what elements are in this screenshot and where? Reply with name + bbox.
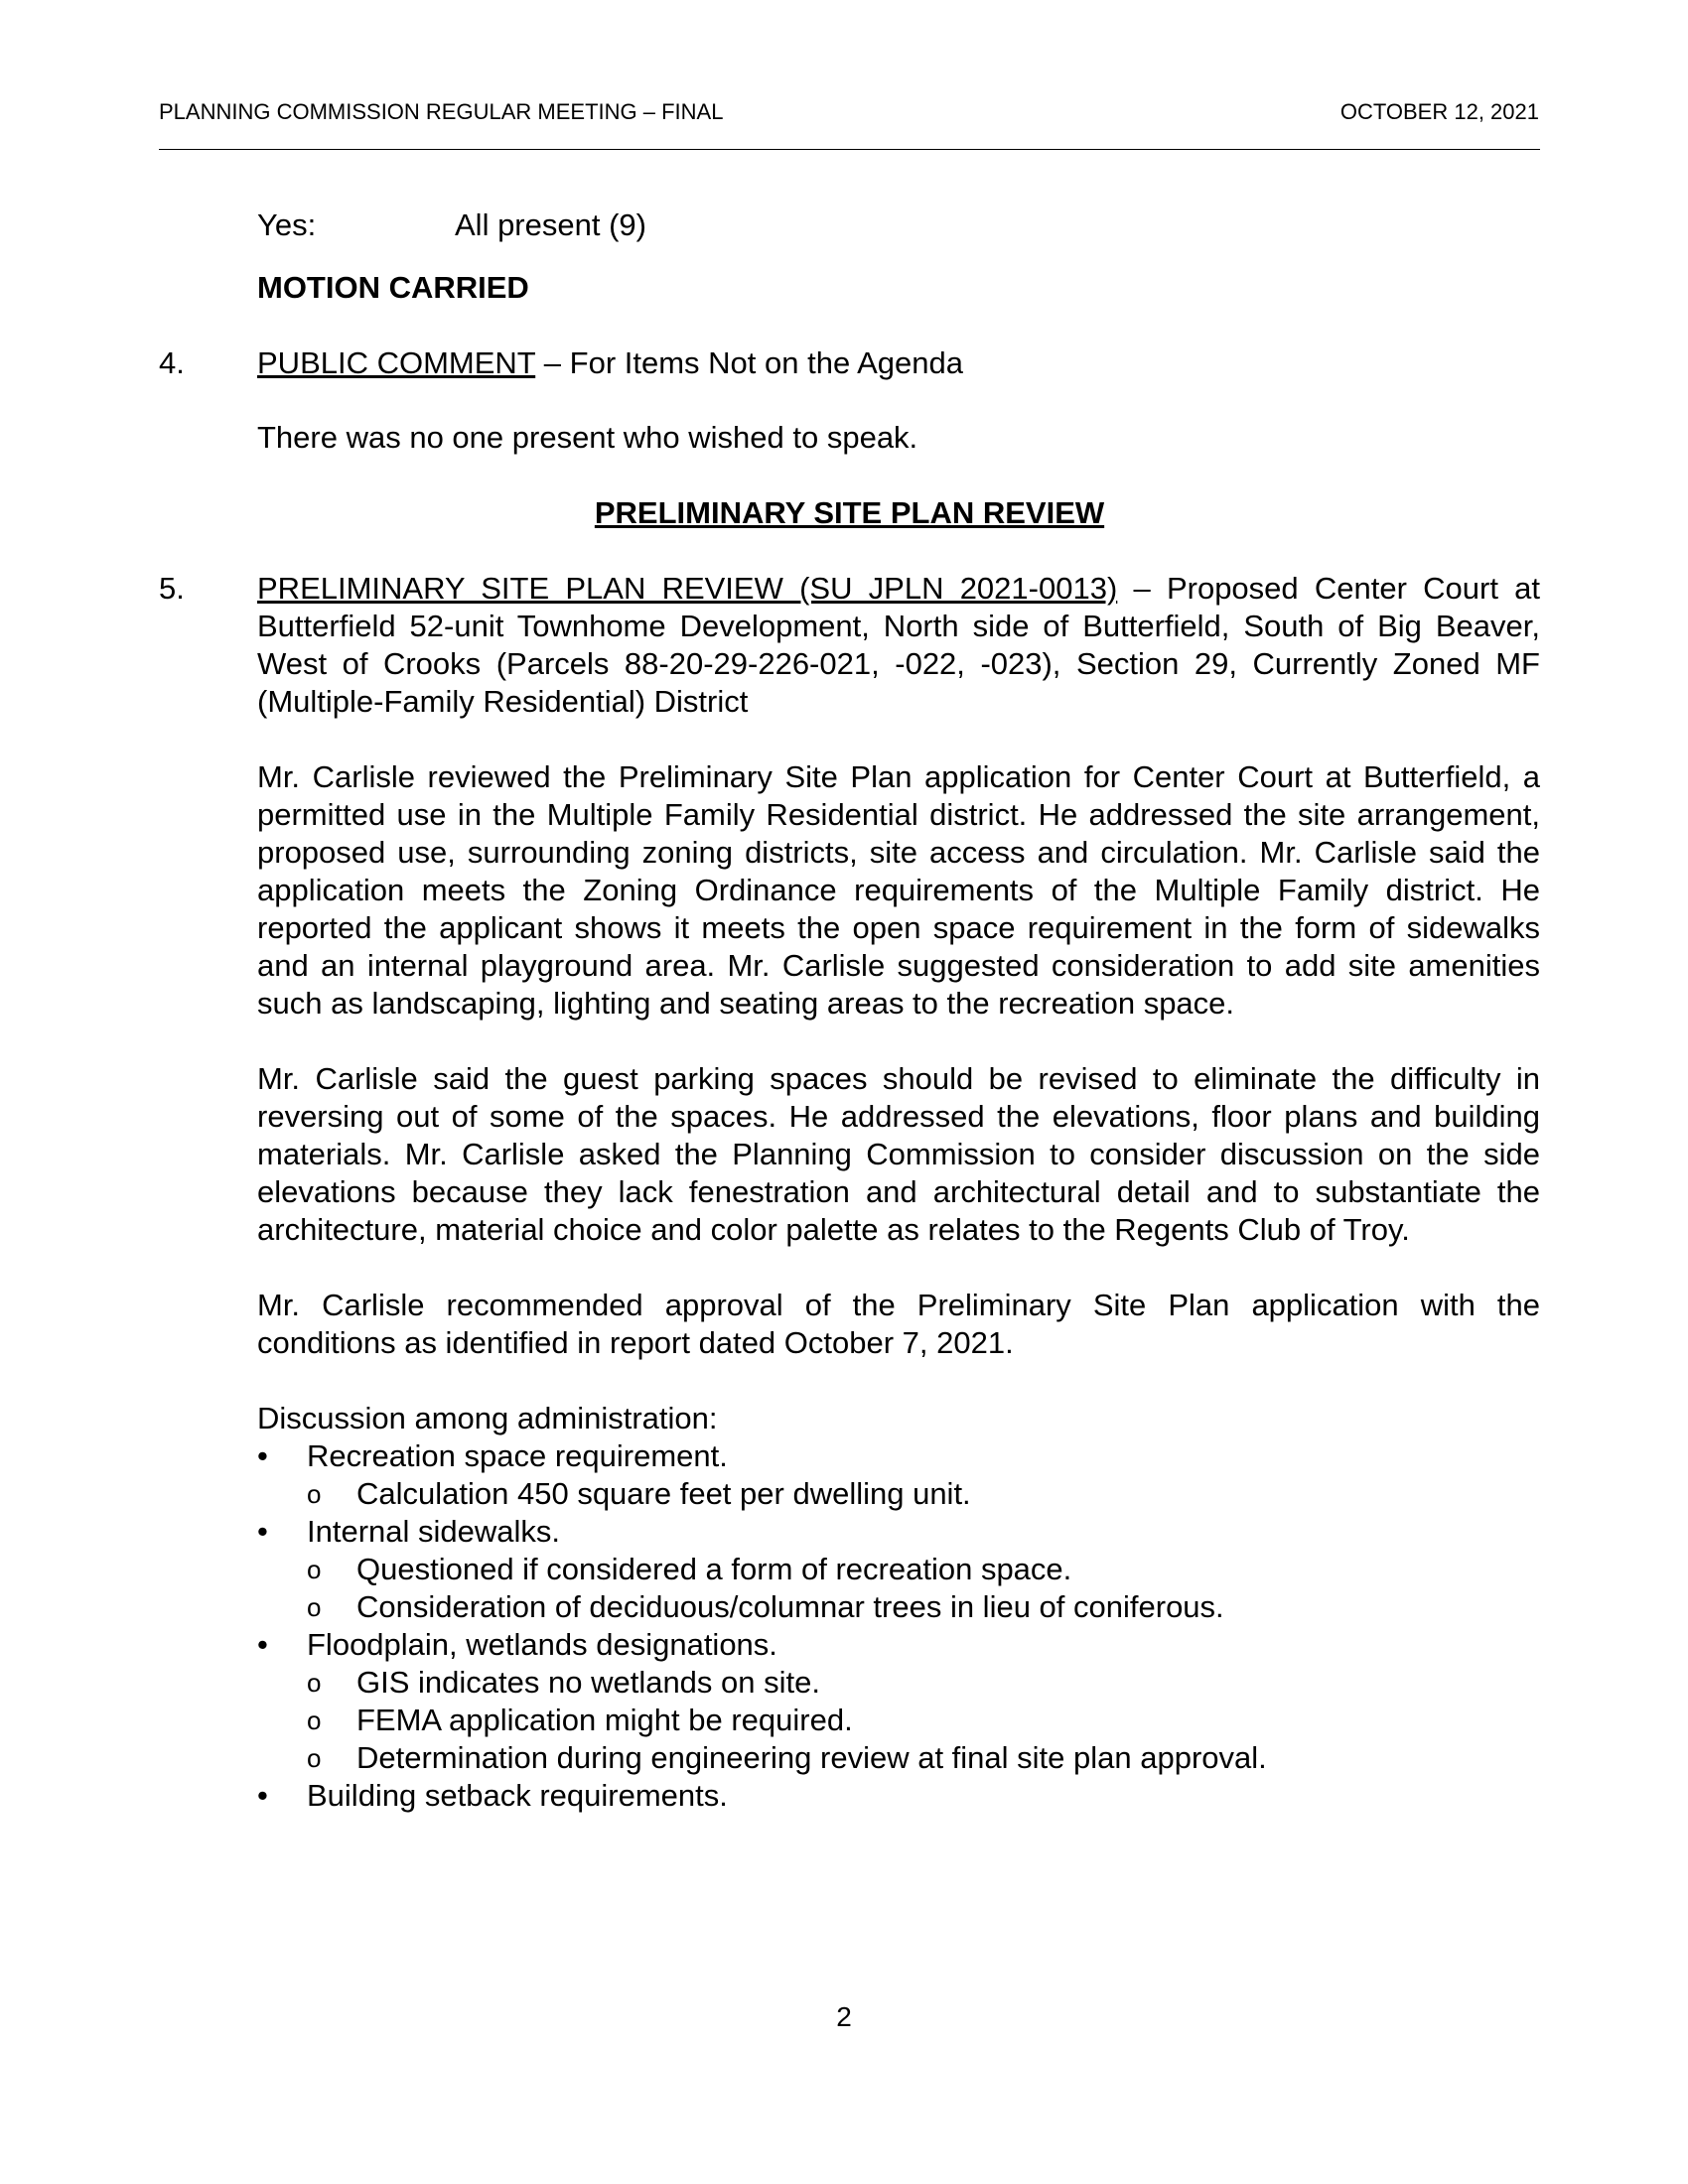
circle-bullet-icon: o [307,1706,322,1735]
bullet-item [257,1777,1540,1815]
page-number: 2 [836,2001,852,2032]
item-5 [159,570,1540,721]
circle-bullet-icon: o [307,1555,322,1584]
item-5-description: – Proposed Center Court at Butterfield 52-unit Townhome Development, North side of Butterfield, South of Big Beaver, West of Crooks (Parcels 88-20-29-226-021, -022, -023), Section 29, Currently Zoned MF (Multiple-Family Residential) District [257,571,1541,719]
item-5-number: 5. [159,571,185,606]
bullet-icon: • [257,1438,268,1473]
item-4-body: There was no one present who wished to speak. [257,420,918,455]
circle-bullet-icon: o [307,1668,322,1698]
bullet-item [257,1626,1540,1664]
bullet-text: Building setback requirements. [307,1778,728,1813]
header-rule [159,149,1540,150]
bullet-item [257,1513,1540,1551]
page-header [159,99,1539,125]
sub-bullet-text: Consideration of deciduous/columnar trees in lieu of coniferous. [356,1589,1224,1624]
bullet-text: Recreation space requirement. [307,1438,728,1473]
bullet-icon: • [257,1514,268,1549]
paragraph-3: Mr. Carlisle recommended approval of the Preliminary Site Plan application with the conditions as identified in report dated October 7, 2021. [257,1288,1540,1360]
sub-bullet-item [307,1664,1540,1702]
circle-bullet-icon: o [307,1592,322,1622]
section-heading: PRELIMINARY SITE PLAN REVIEW [594,495,1105,530]
bullet-text: Floodplain, wetlands designations. [307,1627,777,1662]
sub-bullet-text: Determination during engineering review at final site plan approval. [356,1740,1267,1775]
sub-bullet-item [307,1475,1540,1513]
paragraph-1: Mr. Carlisle reviewed the Preliminary Site Plan application for Center Court at Butterfield, a permitted use in the Multiple Family Residential district. He addressed the site arrangement, proposed use, surrounding zoning districts, site access and circulation. Mr. Carlisle said the application meets the Zoning Ordinance requirements of the Multiple Family district. He reported the applicant shows it meets the open space requirement in the form of sidewalks and an internal playground area. Mr. Carlisle suggested consideration to add site amenities such as landscaping, lighting and seating areas to the recreation space. [257,759,1540,1021]
vote-label: Yes: [257,207,317,242]
motion-result: MOTION CARRIED [257,270,529,305]
paragraph-2: Mr. Carlisle said the guest parking spaces should be revised to eliminate the difficulty in reversing out of some of the spaces. He addressed the elevations, floor plans and building materials. Mr. Carlisle asked the Planning Commission to consider discussion on the side elevations because they lack fenestration and architectural detail and to substantiate the architecture, material choice and color palette as relates to the Regents Club of Troy. [257,1061,1540,1247]
item-4-number: 4. [159,345,185,380]
circle-bullet-icon: o [307,1479,322,1509]
vote-value: All present (9) [455,207,646,242]
bullet-icon: • [257,1627,268,1662]
bullet-item [257,1437,1540,1475]
sub-bullet-item [307,1702,1540,1739]
item-4-subtitle: – For Items Not on the Agenda [535,345,963,380]
item-4 [159,344,1540,382]
item-5-title: PRELIMINARY SITE PLAN REVIEW (SU JPLN 2021-0013) [257,571,1118,606]
sub-bullet-item [307,1588,1540,1626]
header-title: PLANNING COMMISSION REGULAR MEETING – FINAL [159,99,724,124]
discussion-intro: Discussion among administration: [257,1401,718,1435]
sub-bullet-text: GIS indicates no wetlands on site. [356,1665,820,1700]
document-body [159,206,1540,1815]
sub-bullet-item [307,1551,1540,1588]
bullet-text: Internal sidewalks. [307,1514,561,1549]
item-4-title: PUBLIC COMMENT [257,345,536,380]
sub-bullet-item [307,1739,1540,1777]
sub-bullet-text: Calculation 450 square feet per dwelling unit. [356,1476,971,1511]
sub-bullet-text: Questioned if considered a form of recreation space. [356,1552,1072,1586]
vote-line [257,206,1540,244]
circle-bullet-icon: o [307,1743,322,1773]
bullet-icon: • [257,1778,268,1813]
sub-bullet-text: FEMA application might be required. [356,1703,853,1737]
header-date: OCTOBER 12, 2021 [1339,99,1539,124]
